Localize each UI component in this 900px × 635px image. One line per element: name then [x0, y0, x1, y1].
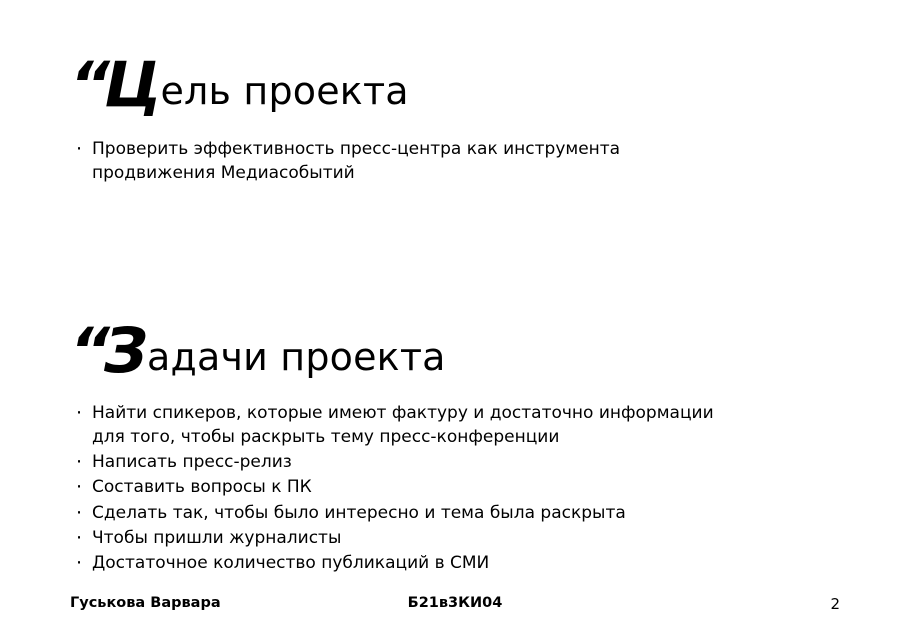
list-item: · Проверить эффективность пресс-центра как инструмента продвижения Медиасобытий — [70, 137, 732, 185]
page-number: 2 — [830, 595, 840, 613]
list-item: · Достаточное количество публикаций в СМИ — [70, 551, 732, 575]
list-item: · Составить вопросы к ПК — [70, 475, 732, 499]
section-tasks-drop-cap: З — [103, 314, 147, 387]
section-tasks — [70, 314, 840, 576]
section-goal — [70, 48, 840, 186]
opening-quote-mark: “ — [70, 48, 108, 121]
section-goal-bullet-list — [70, 137, 840, 185]
footer-group: Б21в3КИ04 — [407, 595, 503, 611]
list-item: · Чтобы пришли журналисты — [70, 526, 732, 550]
opening-quote-mark: “ — [70, 314, 108, 387]
list-item: · Написать пресс-релиз — [70, 450, 732, 474]
section-goal-heading — [70, 48, 840, 121]
list-item: · Найти спикеров, которые имеют фактуру и достаточно информации для того, чтобы раскрыть тему пресс-конференции — [70, 401, 732, 449]
section-goal-drop-cap: Ц — [103, 48, 161, 121]
slide-footer — [70, 595, 840, 613]
section-tasks-bullet-list — [70, 401, 840, 575]
section-tasks-heading — [70, 314, 840, 387]
section-tasks-title-rest: адачи проекта — [147, 335, 446, 379]
list-item: · Сделать так, чтобы было интересно и тема была раскрыта — [70, 501, 732, 525]
section-goal-title-rest: ель проекта — [160, 69, 409, 113]
footer-author: Гуськова Варвара — [70, 595, 221, 611]
